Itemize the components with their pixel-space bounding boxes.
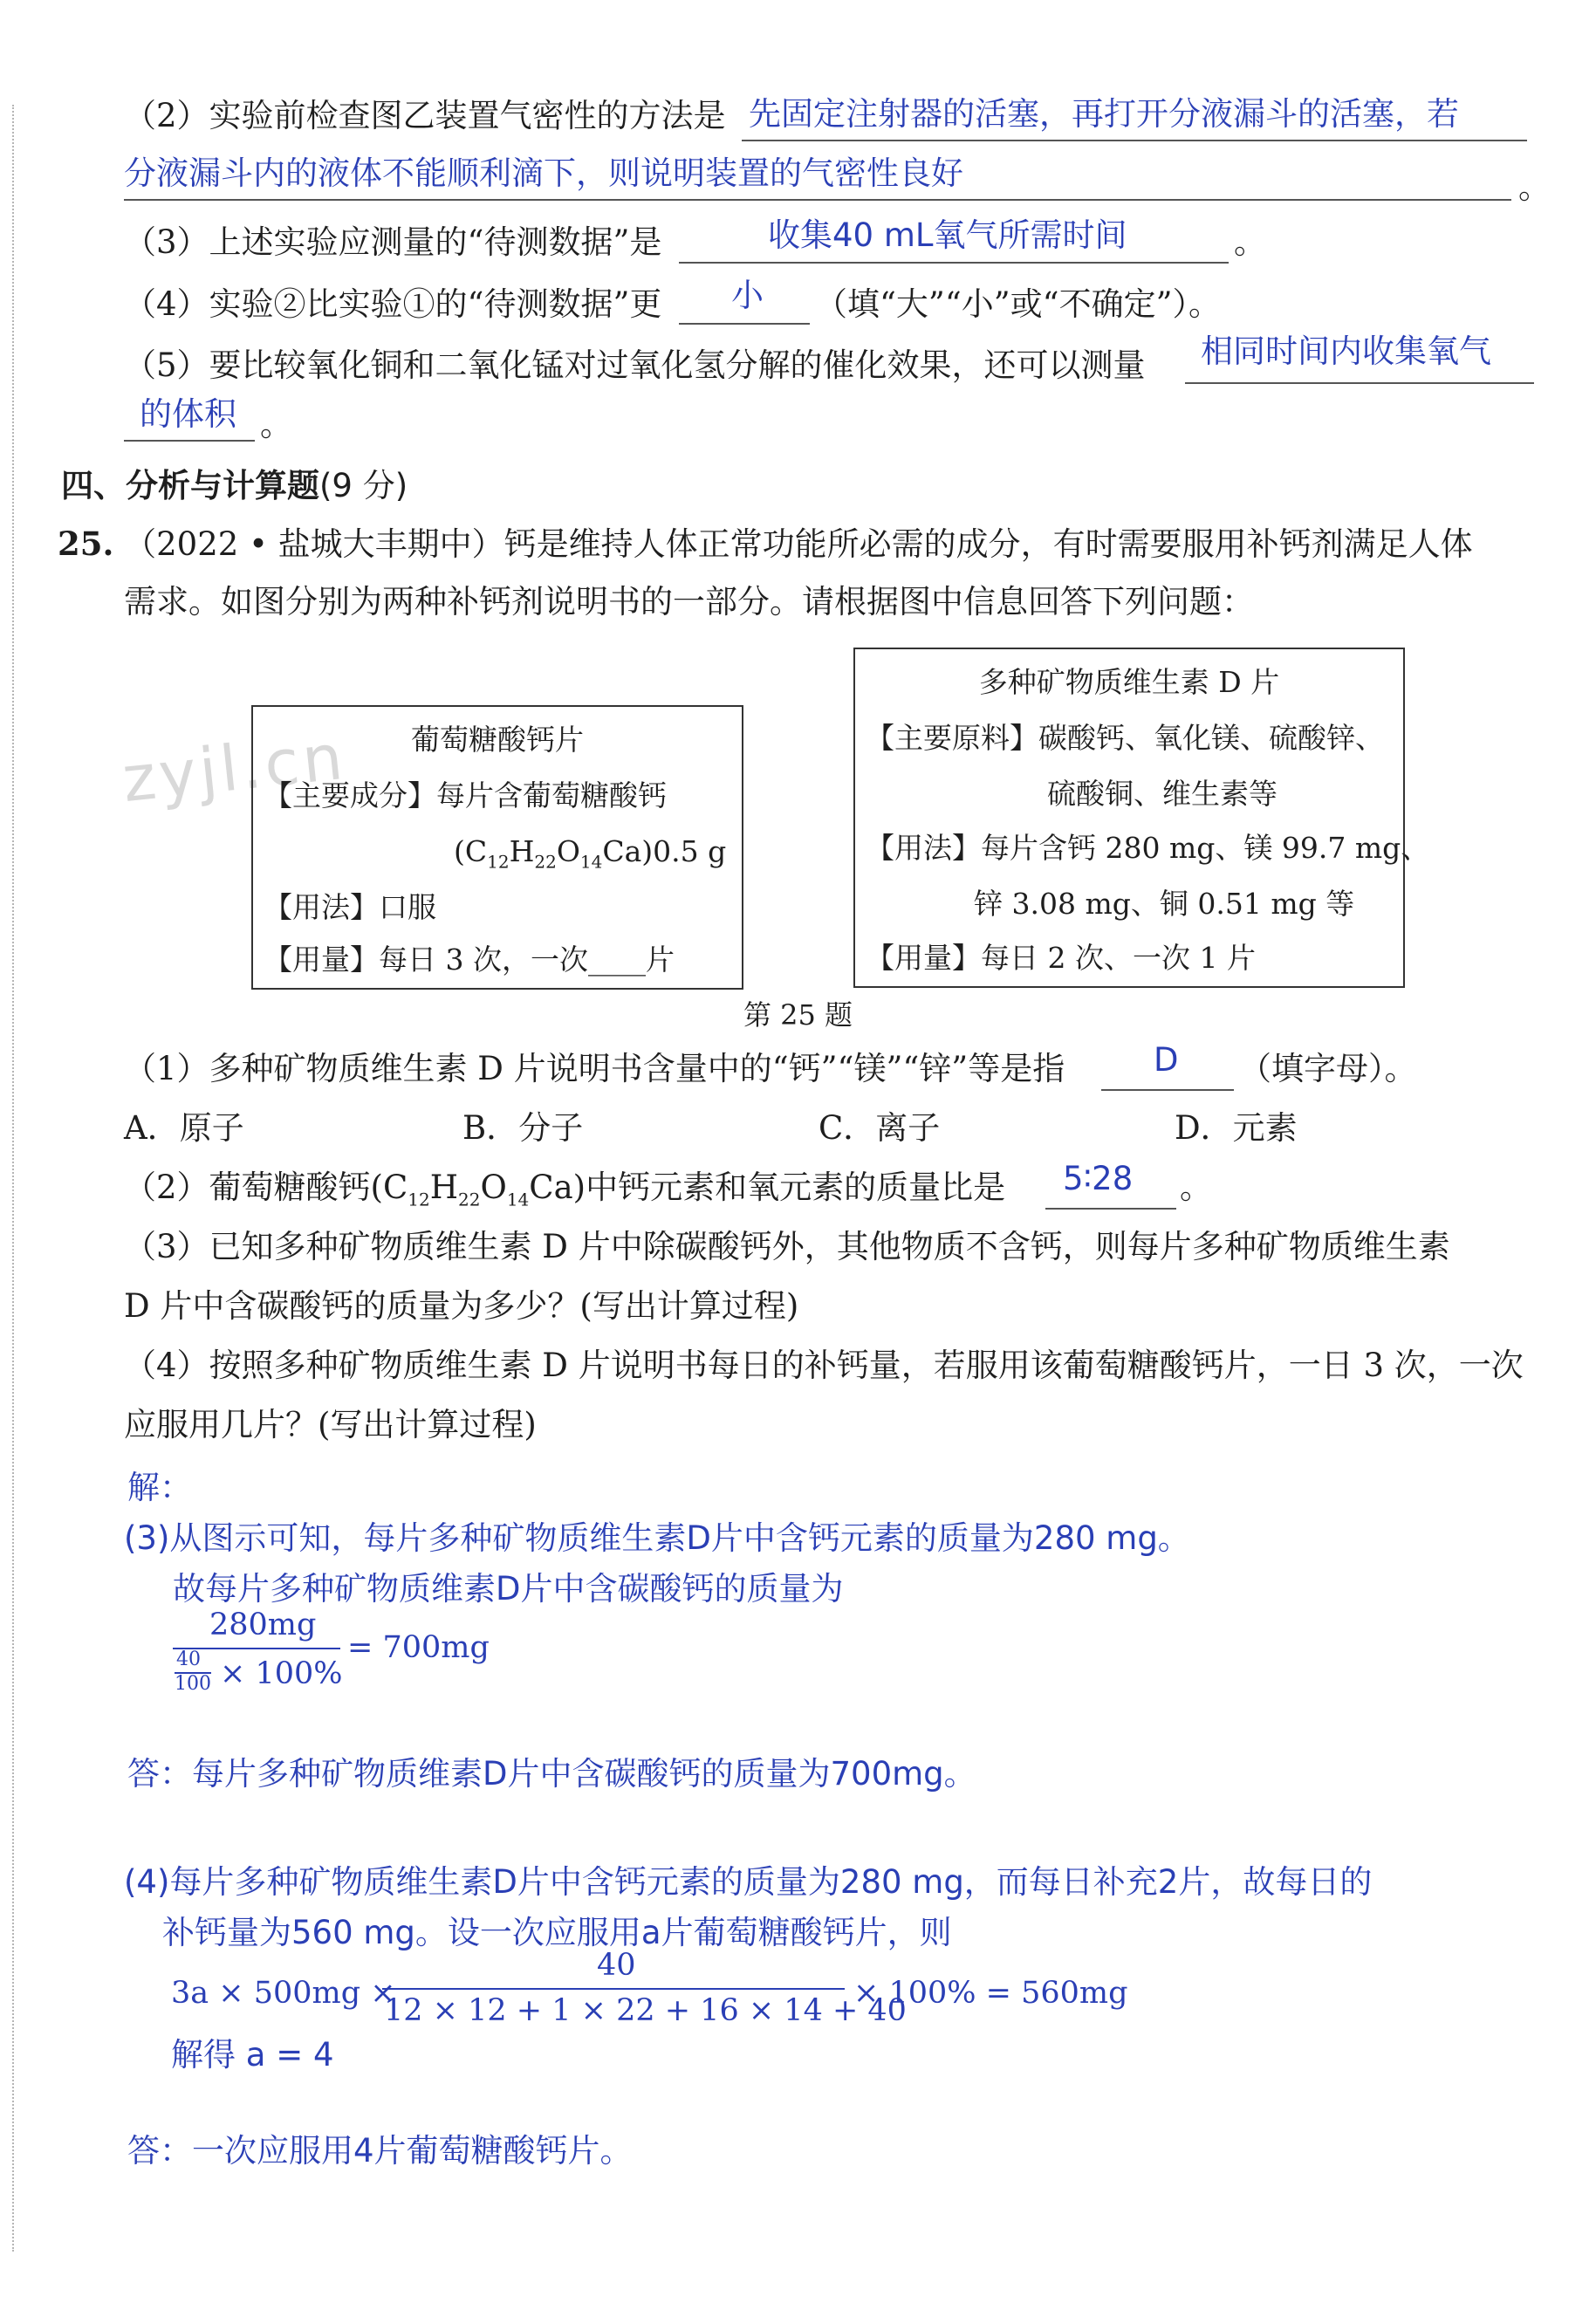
answer-underline: [679, 262, 1229, 264]
q24-part4-answer: 小: [731, 277, 764, 314]
solution-3-den-num: 40: [176, 1649, 201, 1670]
q25-part4-line1: （4）按照多种矿物质维生素 D 片说明书每日的补钙量，若服用该葡萄糖酸钙片，一日 3 次，一次: [124, 1347, 1524, 1384]
figure-caption: 第 25 题: [743, 998, 853, 1032]
q24-part5-end: 。: [260, 406, 292, 443]
watermark: zyjl.cn: [119, 719, 350, 817]
q24-part2-answer-line1: 先固定注射器的活塞，再打开分液漏斗的活塞，若: [749, 95, 1459, 133]
q24-part5-question: （5）要比较氧化铜和二氧化锰对过氧化氢分解的催化效果，还可以测量: [124, 346, 1146, 384]
section-heading: 四、分析与计算题(9 分): [61, 467, 408, 504]
box2-ingredients-cont: 硫酸铜、维生素等: [1047, 777, 1277, 811]
q25-part2-end: 。: [1180, 1169, 1212, 1206]
q25-part2-question: （2）葡萄糖酸钙$(C_{12}H_{22}O_{14}Ca)$中钙元素和氧元素的质量比是: [124, 1169, 1006, 1210]
box1-formula: $(C_{12}H_{22}O_{14}Ca)0.5$ g: [454, 834, 727, 873]
answer-underline: [1185, 382, 1534, 384]
answer-underline: [1045, 1208, 1176, 1210]
q24-part4-question: （4）实验②比实验①的“待测数据”更: [124, 285, 662, 323]
solution-3-result: = 700mg: [347, 1630, 490, 1665]
margin-dotted-line: [12, 105, 14, 2252]
q25-part3-line1: （3）已知多种矿物质维生素 D 片中除碳酸钙外，其他物质不含钙，则每片多种矿物质维生素: [124, 1228, 1450, 1265]
q25-part1-end: （填字母）。: [1239, 1050, 1417, 1087]
option-b: B．分子: [462, 1109, 584, 1147]
solution-3-line2: 故每片多种矿物质维素D片中含碳酸钙的质量为: [173, 1570, 844, 1608]
box2-dosage: 【用量】每日 2 次、一次 1 片: [866, 941, 1256, 975]
solution-3-line1: (3)从图示可知，每片多种矿物质维生素D片中含钙元素的质量为280 mg。: [124, 1519, 1190, 1557]
q25-part3-line2: D 片中含碳酸钙的质量为多少？(写出计算过程): [124, 1287, 799, 1325]
q25-part1-answer: D: [1154, 1041, 1179, 1079]
answer-underline: [742, 140, 1527, 141]
q24-part2-end: 。: [1518, 168, 1551, 206]
solution-4-numerator: 40: [597, 1948, 636, 1983]
solution-4-lhs: 3a × 500mg ×: [171, 1976, 396, 2011]
q24-part3-end: 。: [1234, 223, 1266, 261]
box1-title: 葡萄糖酸钙片: [411, 723, 584, 757]
answer-underline: [124, 199, 1511, 201]
solution-4-denominator: 12 × 12 + 1 × 22 + 16 × 14 + 40: [384, 1993, 907, 2028]
q24-part2-answer-line2: 分液漏斗内的液体不能顺利滴下，则说明装置的气密性良好: [124, 154, 963, 192]
fraction-bar: [382, 1988, 845, 1990]
solution-label: 解：: [127, 1469, 192, 1506]
box2-usage-cont: 锌 3.08 mg、铜 0.51 mg 等: [974, 887, 1355, 921]
q25-part4-line2: 应服用几片？(写出计算过程): [124, 1406, 537, 1443]
box2-usage: 【用法】每片含钙 280 mg、镁 99.7 mg、: [866, 831, 1430, 865]
solution-4-solve: 解得 a = 4: [171, 2036, 334, 2074]
solution-3-den-den: 100: [175, 1673, 211, 1695]
answer-underline: [1101, 1089, 1234, 1091]
solution-4-rhs: × 100% = 560mg: [853, 1976, 1128, 2011]
box1-dosage: 【用量】每日 3 次，一次____片: [264, 943, 675, 977]
box1-main-ingredient: 【主要成分】每片含葡萄糖酸钙: [264, 778, 667, 812]
solution-3-den-mult: × 100%: [220, 1656, 343, 1691]
q24-part5-answer-line1: 相同时间内收集氧气: [1201, 332, 1491, 370]
solution-3-numerator: 280mg: [209, 1608, 317, 1642]
solution-3-answer: 答：每片多种矿物质维素D片中含碳酸钙的质量为700mg。: [127, 1755, 976, 1793]
q25-stem-line2: 需求。如图分别为两种补钙剂说明书的一部分。请根据图中信息回答下列问题：: [124, 583, 1254, 620]
q24-part4-end: （填“大”“小”或“不确定”）。: [815, 285, 1221, 323]
calcium-gluconate-label-box: [251, 705, 743, 990]
solution-4-answer: 答：一次应服用4片葡萄糖酸钙片。: [127, 2132, 633, 2170]
q24-part3-answer: 收集40 mL氧气所需时间: [768, 216, 1127, 254]
box2-ingredients: 【主要原料】碳酸钙、氧化镁、硫酸锌、: [866, 721, 1384, 755]
q24-part5-answer-line2: 的体积: [140, 395, 236, 433]
q25-part2-answer: 5∶28: [1063, 1160, 1134, 1197]
answer-underline: [679, 323, 810, 325]
option-c: C．离子: [819, 1109, 941, 1147]
solution-4-line1: (4)每片多种矿物质维生素D片中含钙元素的质量为280 mg，而每日补充2片，故每日的: [124, 1863, 1373, 1901]
multivitamin-d-label-box: [853, 648, 1430, 988]
answer-underline: [124, 440, 255, 442]
box1-usage: 【用法】口服: [264, 890, 436, 924]
solution-4-line2: 补钙量为560 mg。设一次应服用a片葡萄糖酸钙片，则: [162, 1914, 952, 1951]
option-a: A．原子: [124, 1109, 244, 1147]
q24-part3-question: （3）上述实验应测量的“待测数据”是: [124, 223, 662, 261]
option-d: D．元素: [1175, 1109, 1298, 1147]
box2-title: 多种矿物质维生素 D 片: [978, 665, 1280, 699]
q25-part1-question: （1）多种矿物质维生素 D 片说明书含量中的“钙”“镁”“锌”等是指: [124, 1050, 1065, 1087]
q25-stem-line1: 25. （2022 • 盐城大丰期中）钙是维持人体正常功能所必需的成分，有时需要服用补钙剂满足人体: [58, 524, 1473, 563]
q24-part2-question: （2）实验前检查图乙装置气密性的方法是: [124, 97, 726, 134]
